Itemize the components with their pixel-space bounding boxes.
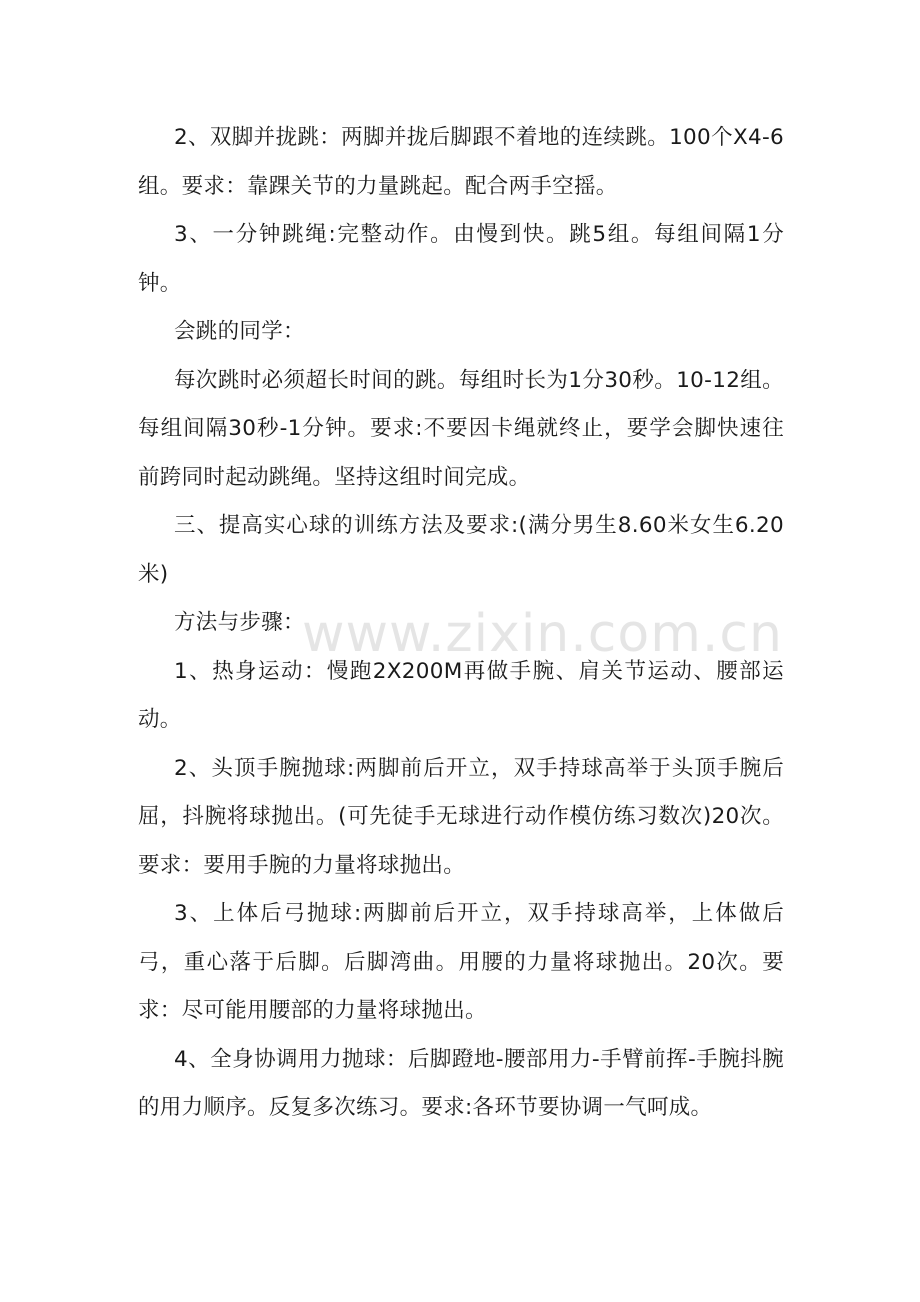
watermark: www.zixin.com.cn — [302, 604, 783, 664]
paragraph-overhead-wrist-throw: 2、头顶手腕抛球:两脚前后开立，双手持球高举于头顶手腕后屈，抖腕将球抛出。(可先徒手无球进行动作模仿练习数次)20次。要求：要用手腕的力量将球抛出。 — [138, 755, 784, 878]
paragraph-long-duration-jump: 每次跳时必须超长时间的跳。每组时长为1分30秒。10-12组。每组间隔30秒-1分钟。要求:不要因卡绳就终止，要学会脚快速往前跨同时起动跳绳。坚持这组时间完成。 — [138, 367, 784, 490]
document-body — [138, 114, 784, 1133]
paragraph-full-body-throw: 4、全身协调用力抛球：后脚蹬地-腰部用力-手臂前挥-手腕抖腕的用力顺序。反复多次练习。要求:各环节要协调一气呵成。 — [138, 1046, 784, 1120]
paragraph-one-minute-rope: 3、一分钟跳绳:完整动作。由慢到快。跳5组。每组间隔1分钟。 — [138, 222, 784, 296]
paragraph-skilled-students-heading: 会跳的同学： — [174, 319, 305, 344]
paragraph-back-arch-throw: 3、上体后弓抛球:两脚前后开立，双手持球高举，上体做后弓，重心落于后脚。后脚湾曲。用腰的力量将球抛出。20次。要求：尽可能用腰部的力量将球抛出。 — [138, 901, 784, 1023]
paragraph-methods-heading: 方法与步骤： — [174, 610, 305, 635]
paragraph-double-foot-jump: 2、双脚并拢跳：两脚并拢后脚跟不着地的连续跳。100个X4-6组。要求：靠踝关节的力量跳起。配合两手空摇。 — [138, 125, 784, 199]
paragraph-warmup: 1、热身运动：慢跑2X200M再做手腕、肩关节运动、腰部运动。 — [138, 658, 784, 732]
paragraph-medicine-ball-section: 三、提高实心球的训练方法及要求:(满分男生8.60米女生6.20米) — [138, 513, 784, 587]
